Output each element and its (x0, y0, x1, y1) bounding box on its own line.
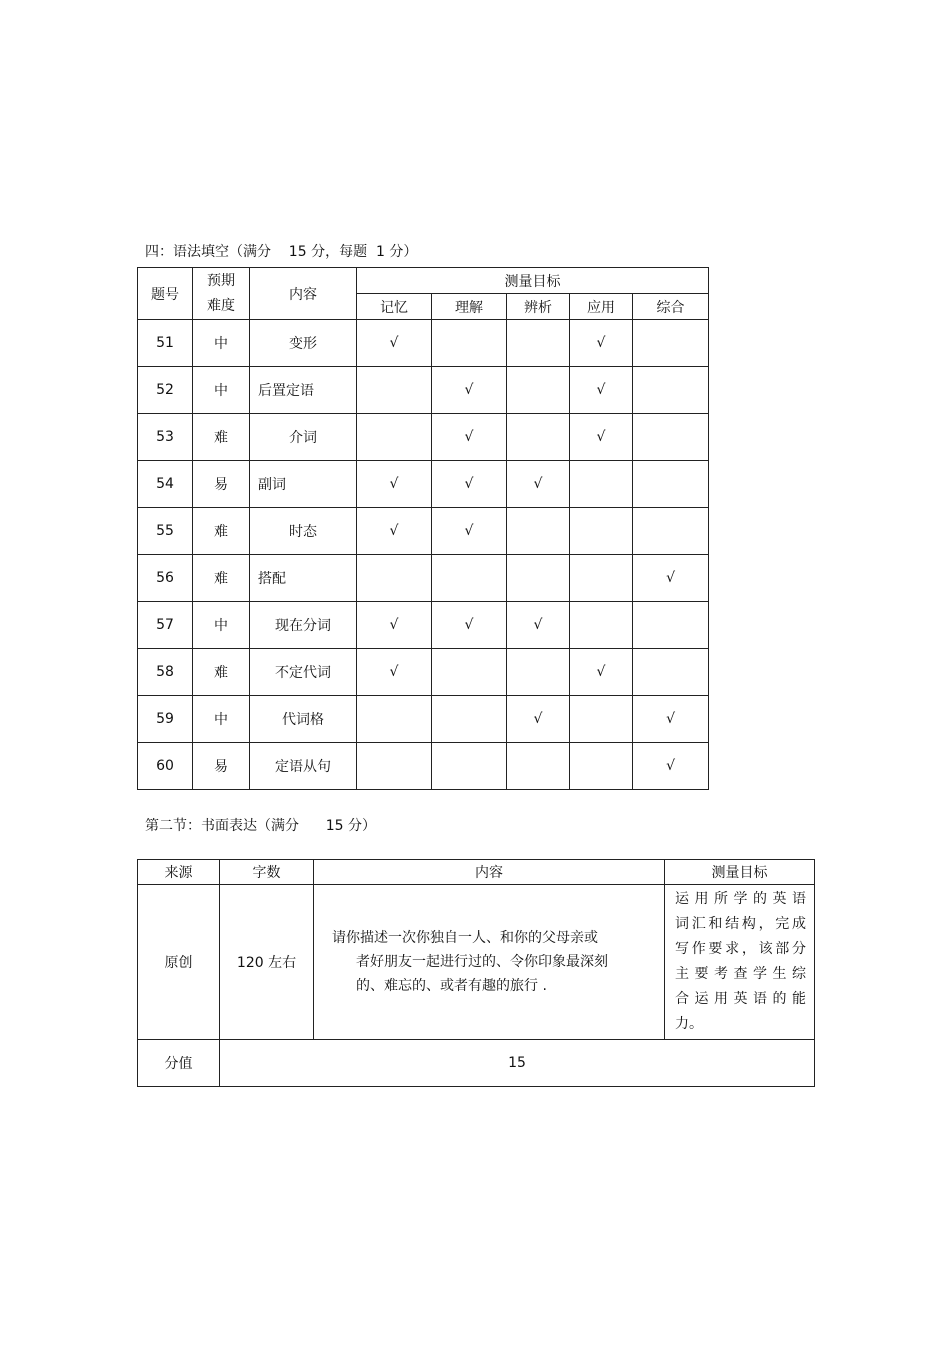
score-value: 15 (220, 1040, 815, 1087)
row-understanding: √ (432, 367, 507, 414)
row-memory (357, 367, 432, 414)
row-understanding (432, 555, 507, 602)
row-application (570, 461, 633, 508)
target-line: 合运用英语的能 (675, 991, 806, 1007)
header-target: 测量目标 (665, 860, 815, 885)
row-memory (357, 743, 432, 790)
row-application: √ (570, 414, 633, 461)
measurement-target (665, 885, 815, 1040)
table-row (138, 414, 709, 461)
row-application (570, 508, 633, 555)
row-memory (357, 696, 432, 743)
header-number: 题号 (138, 268, 193, 320)
header-source: 来源 (138, 860, 220, 885)
row-synthesis (633, 602, 709, 649)
row-synthesis (633, 414, 709, 461)
row-application: √ (570, 320, 633, 367)
row-analysis (507, 367, 570, 414)
row-difficulty: 易 (193, 461, 250, 508)
target-line: 词汇和结构，完成 (675, 916, 806, 932)
target-line: 写作要求，该部分 (675, 941, 806, 957)
section-1-title: 四：语法填空（满分 15 分，每题 1 分） (145, 244, 418, 260)
source-value: 原创 (138, 885, 220, 1040)
row-analysis: √ (507, 696, 570, 743)
row-understanding: √ (432, 414, 507, 461)
target-line: 主要考查学生综 (675, 966, 806, 982)
row-understanding: √ (432, 461, 507, 508)
row-application: √ (570, 649, 633, 696)
row-difficulty: 中 (193, 696, 250, 743)
header-word-count: 字数 (220, 860, 314, 885)
row-understanding (432, 696, 507, 743)
row-content: 介词 (250, 414, 357, 461)
row-number: 51 (138, 320, 193, 367)
row-memory: √ (357, 649, 432, 696)
table-row (138, 602, 709, 649)
row-content: 现在分词 (250, 602, 357, 649)
table-row (138, 367, 709, 414)
row-memory: √ (357, 508, 432, 555)
row-number: 52 (138, 367, 193, 414)
row-analysis: √ (507, 602, 570, 649)
row-content: 代词格 (250, 696, 357, 743)
score-label: 分值 (138, 1040, 220, 1087)
table-row (138, 508, 709, 555)
row-number: 58 (138, 649, 193, 696)
table-row (138, 743, 709, 790)
row-analysis (507, 555, 570, 602)
writing-prompt (314, 885, 665, 1040)
row-number: 59 (138, 696, 193, 743)
row-application (570, 555, 633, 602)
row-content: 时态 (250, 508, 357, 555)
row-analysis (507, 414, 570, 461)
row-synthesis (633, 461, 709, 508)
target-line: 力。 (675, 1016, 703, 1032)
header-memory: 记忆 (357, 294, 432, 320)
row-content: 后置定语 (250, 367, 357, 414)
row-application: √ (570, 367, 633, 414)
row-analysis (507, 743, 570, 790)
grammar-fill-table (137, 267, 709, 790)
writing-table (137, 859, 815, 1087)
row-application (570, 602, 633, 649)
row-difficulty: 难 (193, 555, 250, 602)
row-analysis: √ (507, 461, 570, 508)
row-memory: √ (357, 320, 432, 367)
row-difficulty: 难 (193, 414, 250, 461)
writing-body-row (138, 885, 815, 1040)
row-difficulty: 中 (193, 602, 250, 649)
row-difficulty: 难 (193, 508, 250, 555)
header-difficulty (193, 268, 250, 320)
table-row (138, 555, 709, 602)
row-synthesis (633, 508, 709, 555)
row-memory: √ (357, 461, 432, 508)
row-difficulty: 难 (193, 649, 250, 696)
row-number: 53 (138, 414, 193, 461)
row-number: 56 (138, 555, 193, 602)
row-number: 60 (138, 743, 193, 790)
writing-prompt-line: 者好朋友一起进行过的、令你印象最深刻 (356, 954, 608, 970)
row-understanding (432, 743, 507, 790)
row-synthesis: √ (633, 696, 709, 743)
row-content: 搭配 (250, 555, 357, 602)
header-row-1 (138, 268, 709, 294)
row-understanding (432, 649, 507, 696)
header-difficulty-line1: 预期 (207, 272, 235, 289)
table-row (138, 649, 709, 696)
row-difficulty: 中 (193, 367, 250, 414)
header-target: 测量目标 (357, 268, 709, 294)
row-memory: √ (357, 602, 432, 649)
row-content: 不定代词 (250, 649, 357, 696)
row-analysis (507, 320, 570, 367)
row-content: 变形 (250, 320, 357, 367)
row-synthesis (633, 320, 709, 367)
row-synthesis (633, 649, 709, 696)
target-line: 运用所学的英语 (675, 891, 806, 907)
row-number: 57 (138, 602, 193, 649)
row-synthesis (633, 367, 709, 414)
table-row (138, 696, 709, 743)
row-synthesis: √ (633, 555, 709, 602)
row-content: 副词 (250, 461, 357, 508)
section-2-title: 第二节：书面表达（满分 15 分） (145, 818, 376, 834)
row-understanding: √ (432, 508, 507, 555)
row-understanding (432, 320, 507, 367)
row-number: 55 (138, 508, 193, 555)
row-application (570, 743, 633, 790)
writing-header-row (138, 860, 815, 885)
header-synthesis: 综合 (633, 294, 709, 320)
row-analysis (507, 508, 570, 555)
word-count-value: 120 左右 (220, 885, 314, 1040)
row-memory (357, 555, 432, 602)
row-content: 定语从句 (250, 743, 357, 790)
row-understanding: √ (432, 602, 507, 649)
table-row (138, 320, 709, 367)
header-application: 应用 (570, 294, 633, 320)
header-content: 内容 (314, 860, 665, 885)
header-difficulty-line2: 难度 (207, 297, 235, 314)
header-analysis: 辨析 (507, 294, 570, 320)
row-application (570, 696, 633, 743)
row-difficulty: 中 (193, 320, 250, 367)
row-number: 54 (138, 461, 193, 508)
header-content: 内容 (250, 268, 357, 320)
writing-prompt-line: 的、难忘的、或者有趣的旅行 . (356, 978, 547, 994)
row-synthesis: √ (633, 743, 709, 790)
header-understanding: 理解 (432, 294, 507, 320)
row-memory (357, 414, 432, 461)
row-analysis (507, 649, 570, 696)
writing-prompt-line: 请你描述一次你独自一人、和你的父母亲或 (332, 930, 598, 946)
score-row (138, 1040, 815, 1087)
row-difficulty: 易 (193, 743, 250, 790)
table-row (138, 461, 709, 508)
